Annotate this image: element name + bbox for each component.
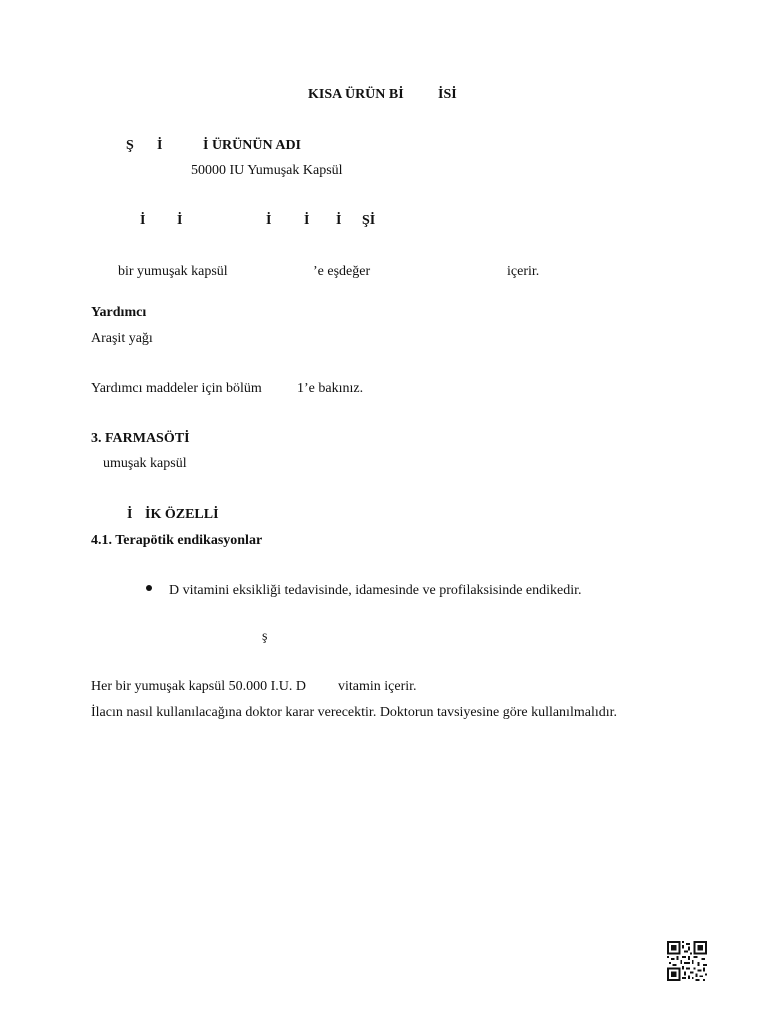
section2-heading-fragment: İ: [304, 213, 310, 228]
excipient-name: Araşit yağı: [91, 331, 153, 346]
section4-heading-fragment: İ: [127, 507, 133, 522]
section2-heading-fragment: İ: [140, 213, 146, 228]
excipients-note-part2: 1’e bakınız.: [297, 381, 364, 396]
document-title-part1: KISA ÜRÜN Bİ: [308, 87, 404, 102]
composition-text-part2: ’e eşdeğer: [313, 264, 371, 279]
section1-heading-fragment: İ: [157, 138, 163, 153]
section2-heading-fragment: İ: [266, 213, 272, 228]
composition-text-part3: içerir.: [507, 264, 540, 279]
section1-heading-fragment: İ ÜRÜNÜN ADI: [203, 138, 302, 153]
section1-heading-fragment: Ş: [126, 138, 134, 153]
dose-text-part2: vitamin içerir.: [338, 679, 417, 694]
excipients-heading: Yardımcı: [91, 305, 147, 320]
bullet-point: [146, 585, 152, 591]
text-fragment: ş: [262, 629, 268, 644]
excipients-note-part1: Yardımcı maddeler için bölüm: [91, 381, 262, 396]
section4-heading-fragment: İK ÖZELLİ: [145, 507, 219, 522]
section2-heading-fragment: Şİ: [362, 213, 376, 228]
usage-instruction: İlacın nasıl kullanılacağına doktor karar verecektir. Doktorun tavsiyesine göre kullanılmalıdır.: [91, 705, 617, 720]
qr-code: [667, 941, 707, 981]
dose-text-part1: Her bir yumuşak kapsül 50.000 I.U. D: [91, 679, 307, 694]
section2-heading-fragment: İ: [336, 213, 342, 228]
product-name: 50000 IU Yumuşak Kapsül: [191, 163, 343, 178]
document-title-part2: İSİ: [438, 87, 457, 102]
section3-heading: 3. FARMASÖTİ: [91, 431, 190, 446]
section2-heading-fragment: İ: [177, 213, 183, 228]
section4-subheading: 4.1. Terapötik endikasyonlar: [91, 533, 263, 548]
pharmaceutical-form: umuşak kapsül: [103, 456, 187, 471]
indication-text: D vitamini eksikliği tedavisinde, idamesinde ve profilaksisinde endikedir.: [169, 583, 582, 598]
composition-text-part1: bir yumuşak kapsül: [118, 264, 228, 279]
